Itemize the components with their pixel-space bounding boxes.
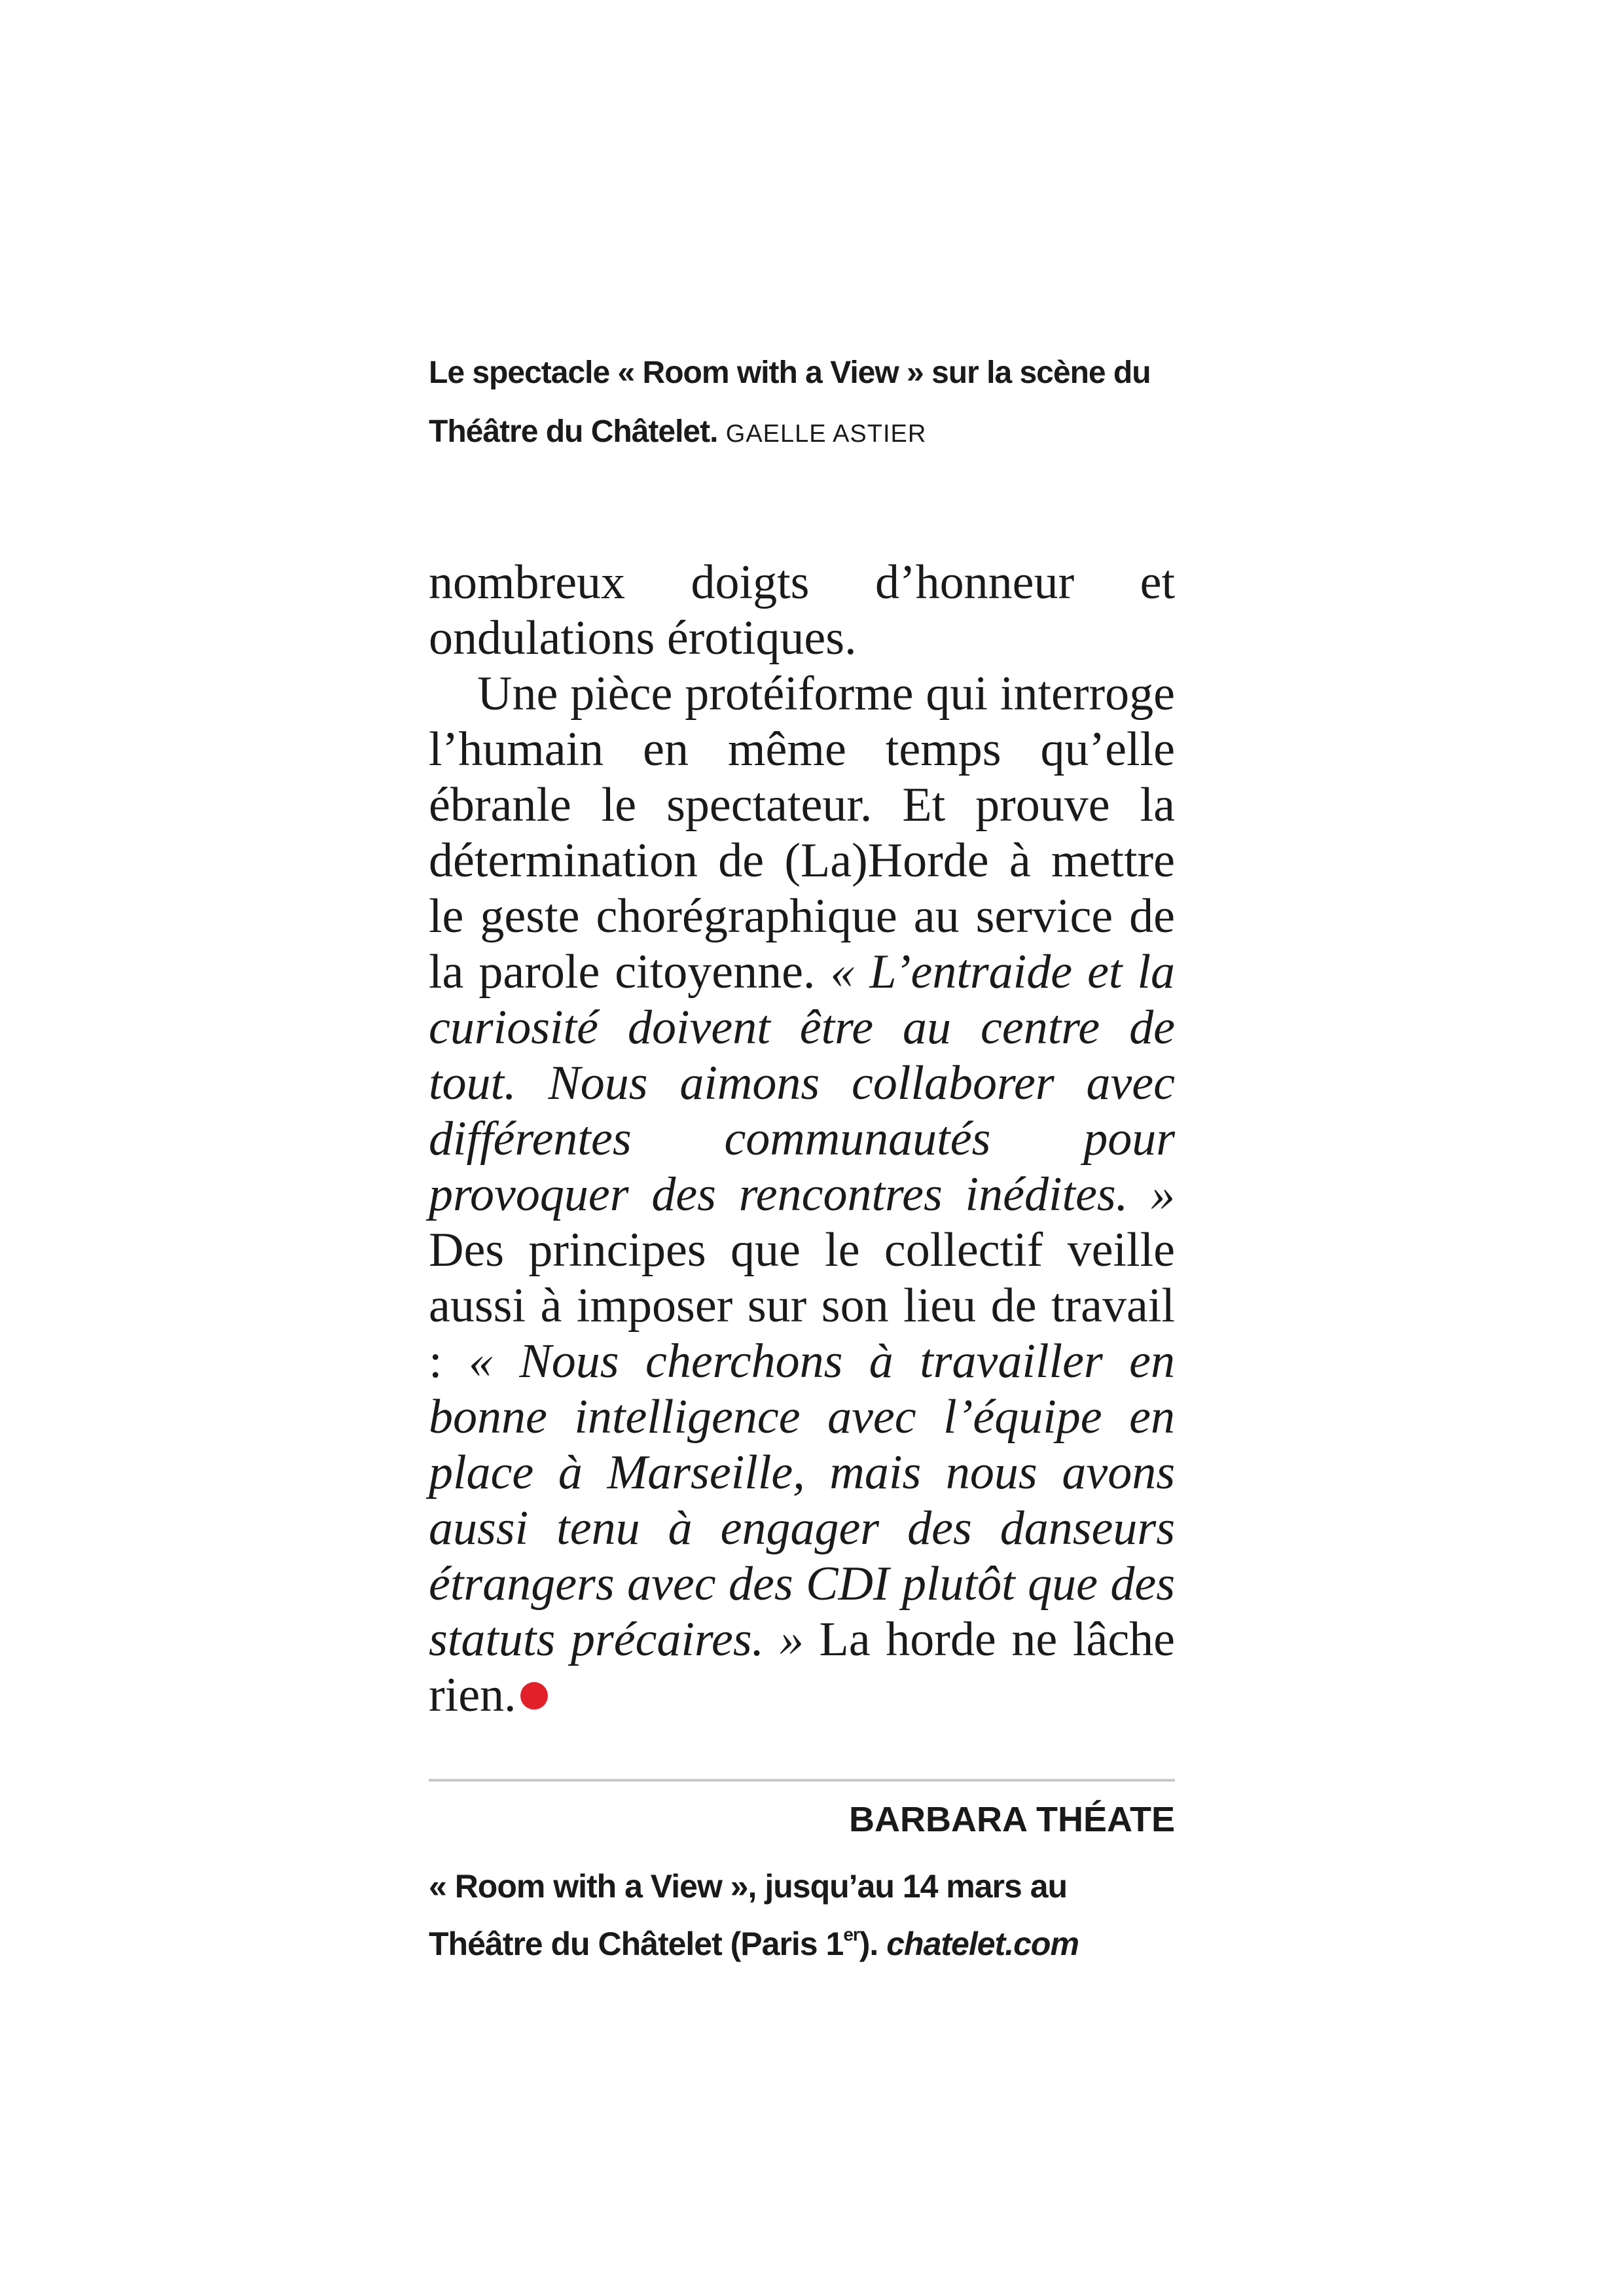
event-info-superscript: er <box>843 1924 859 1945</box>
quote-1: « L’entraide et la curiosité doivent être au centre de tout. Nous aimons collaborer avec différentes communautés pour provoquer des rencontres inédites. » <box>429 945 1176 1221</box>
article-body <box>429 555 1175 1723</box>
photo-caption <box>429 344 1175 463</box>
event-info-text: « Room with a View », jusqu’au 14 mars au Théâtre du Châtelet (Paris 1 <box>429 1868 1068 1962</box>
divider <box>429 1779 1175 1782</box>
photo-credit: GAELLE ASTIER <box>725 420 927 448</box>
paragraph-2-text-c: La horde ne lâche rien. <box>429 1613 1176 1722</box>
quote-2: « Nous cherchons à travailler en bonne intelligence avec l’équipe en place à Marseille, mais nous avons aussi tenu à engager des danseurs étrangers avec des CDI plutôt que des statuts précaires. » <box>429 1335 1175 1666</box>
caption-text: Le spectacle « Room with a View » sur la scène du Théâtre du Châtelet. <box>429 355 1151 449</box>
paragraph-1-text: nombreux doigts d’honneur et ondulations érotiques. <box>429 556 1175 665</box>
event-info-text-after: ). <box>859 1926 878 1962</box>
paragraph-2-text-b: Des principes que le collectif veille aussi à imposer sur son lieu de travail : <box>429 1223 1175 1388</box>
paragraph-2-text-a: Une pièce protéiforme qui interroge l’humain en même temps qu’elle ébranle le spectateur. Et prouve la détermination de (La)Horde à mettre le geste chorégraphique au service de la parole citoyenne. <box>429 667 1175 999</box>
event-link[interactable]: chatelet.com <box>886 1926 1079 1962</box>
paragraph-1 <box>429 555 1175 666</box>
event-info <box>429 1857 1175 1973</box>
end-of-article-dot-icon <box>520 1682 548 1710</box>
author-byline: BARBARA THÉATE <box>849 1800 1175 1839</box>
paragraph-2 <box>429 666 1175 1723</box>
